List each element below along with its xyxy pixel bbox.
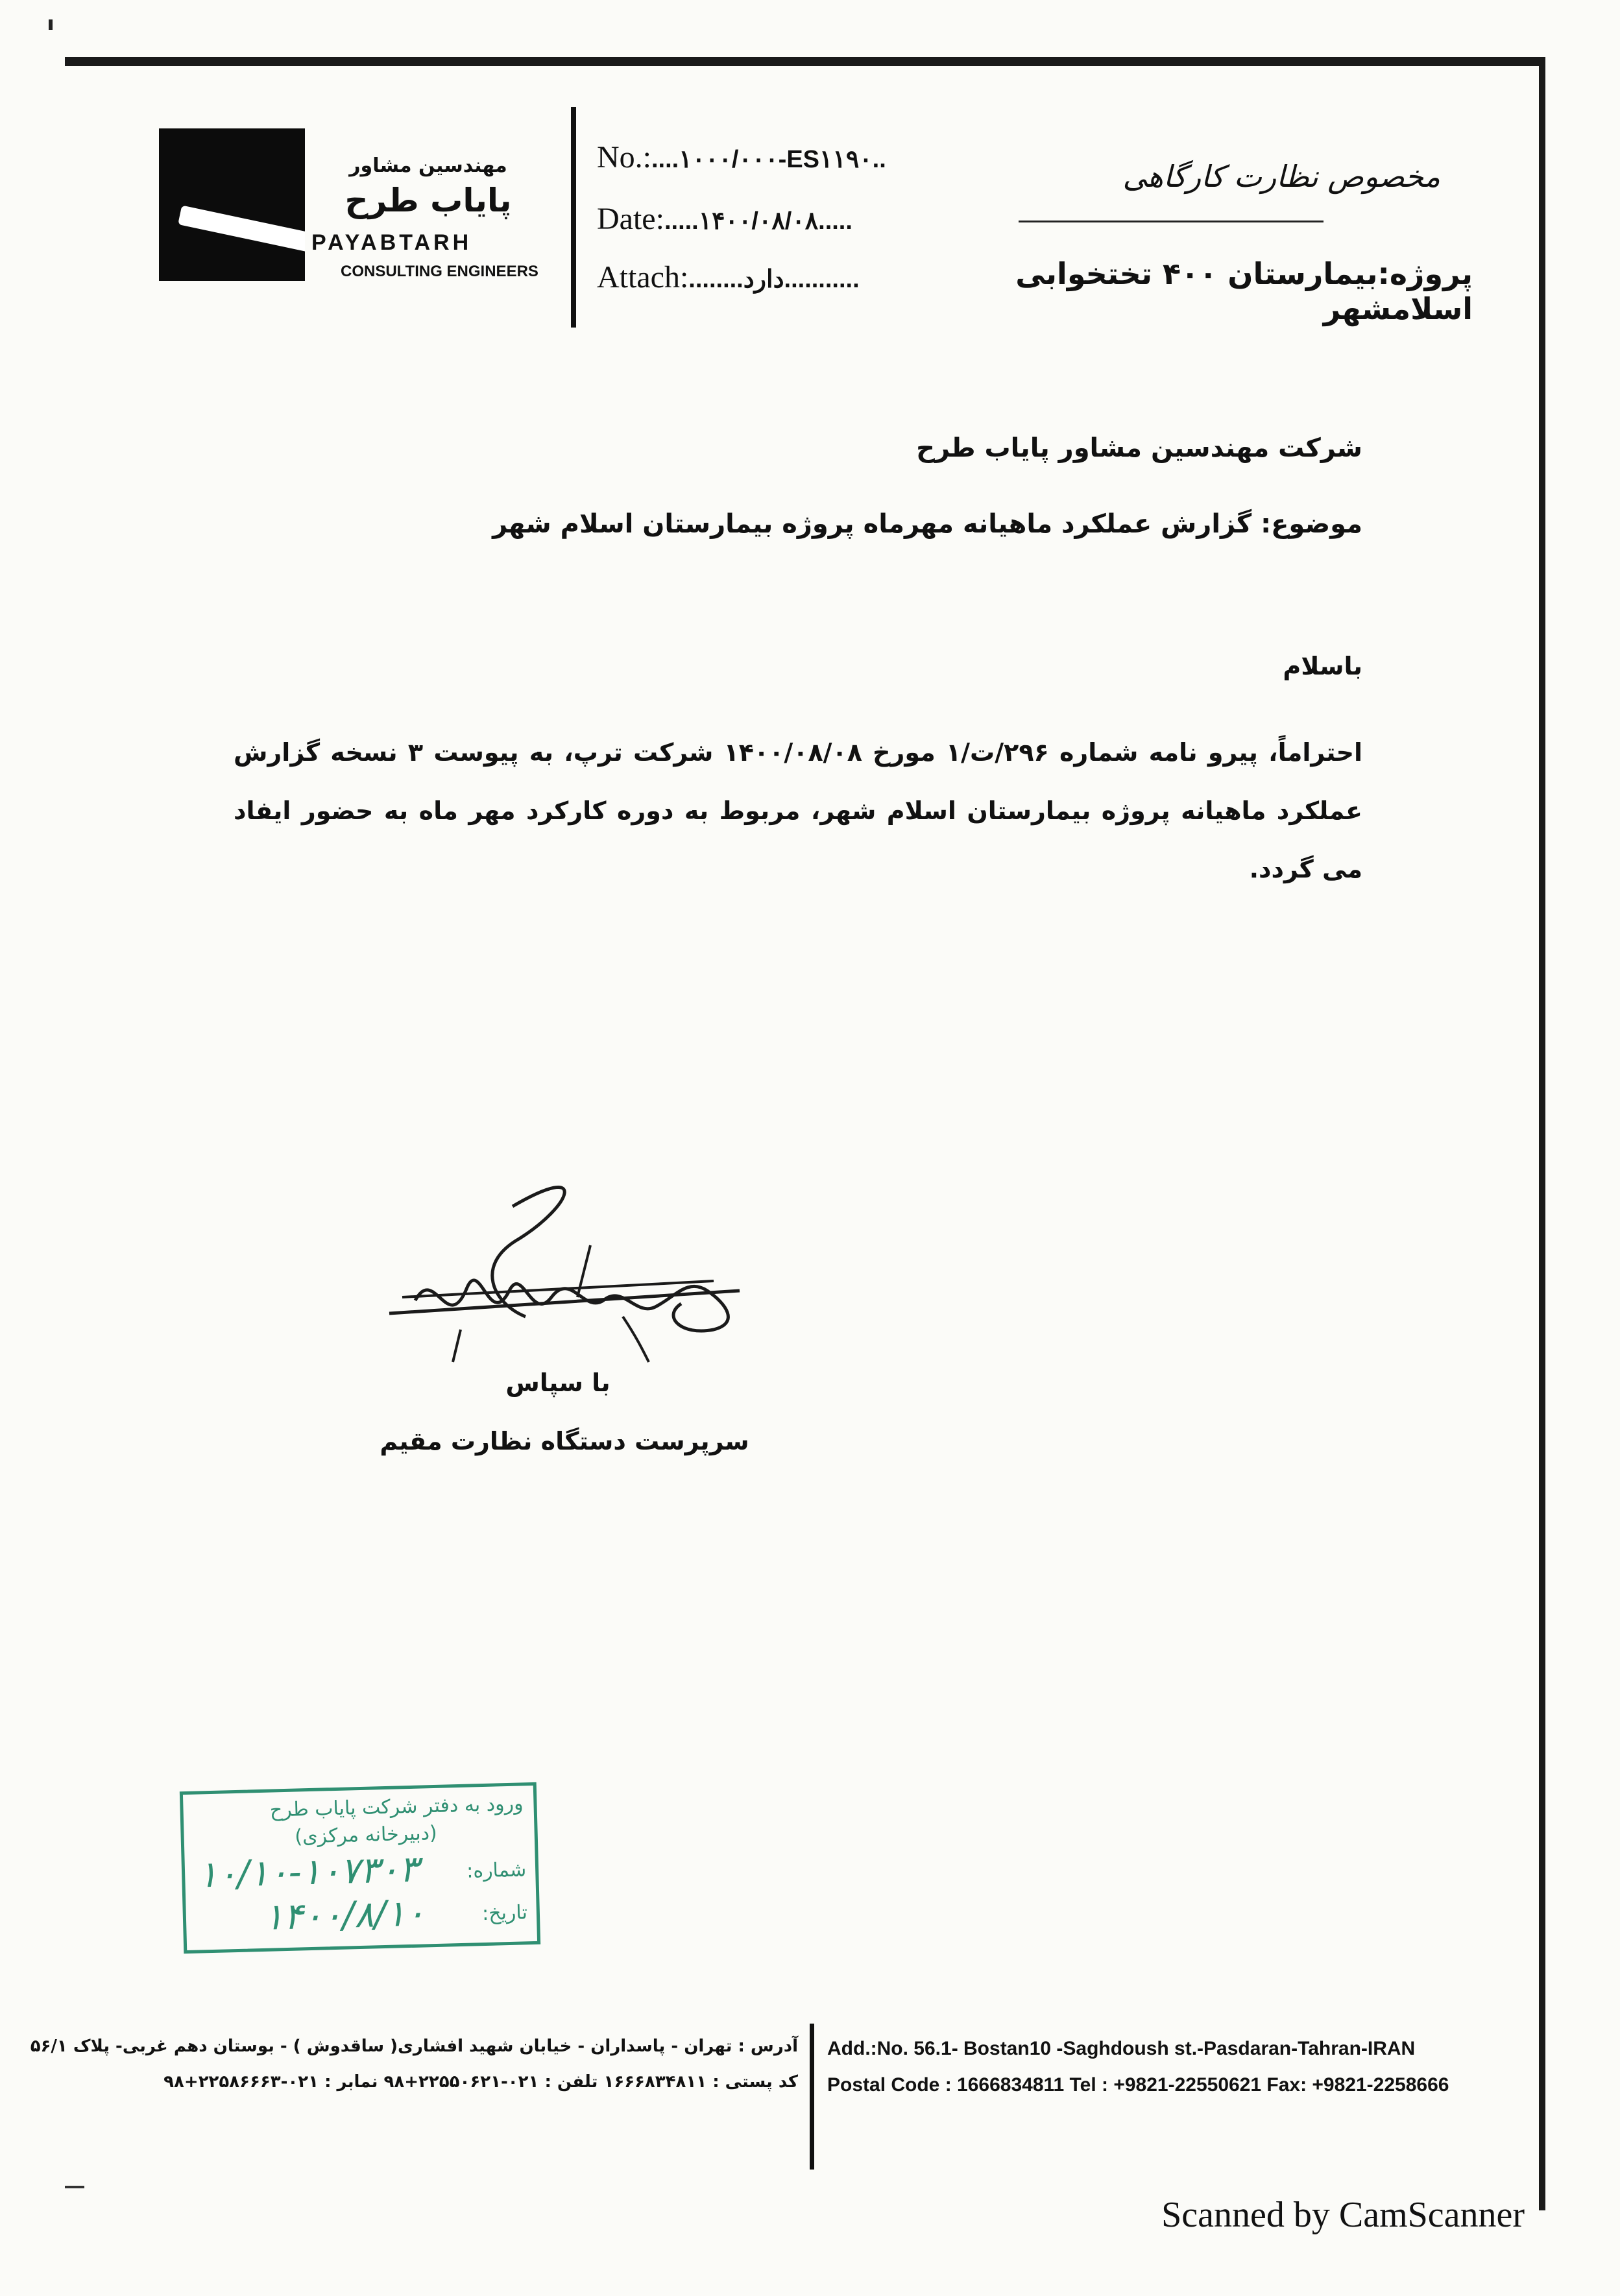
signatory-title: سرپرست دستگاه نظارت مقیم (380, 1427, 749, 1455)
special-underline (1019, 221, 1324, 222)
footer-contact-en: Postal Code : 1666834811 Tel : +9821-22550621 Fax: +9821-2258666 (827, 2074, 1449, 2096)
logo-bar-shape (178, 205, 305, 252)
stamp-date-value: ۱۴۰۰/۸/۱۰ (263, 1892, 426, 1939)
header-divider (571, 107, 576, 328)
letter-number-value: ....۱۰۰۰/۰۰۰-ES۱۱۹۰.. (651, 146, 886, 173)
letter-attach-value: ........دارد........... (688, 266, 860, 293)
company-logo (159, 128, 305, 281)
project-title: پروژه:بیمارستان ۴۰۰ تختخوابی اسلامشهر (1015, 256, 1473, 326)
recipient: شرکت مهندسین مشاور پایاب طرح (916, 433, 1362, 463)
subject-line: موضوع: گزارش عملکرد ماهیانه مهرماه پروژه بیمارستان اسلام شهر (492, 509, 1362, 539)
stamp-line2: (دبیرخانه مرکزی) (294, 1821, 438, 1848)
letter-attach (597, 259, 947, 295)
handwritten-signature (376, 1167, 766, 1388)
brand-name-en: PAYABTARH (311, 230, 472, 255)
letter-number (597, 139, 947, 175)
brand-name-fa: پایاب طرح (345, 182, 512, 219)
letter-date-value: .....۱۴۰۰/۰۸/۰۸..... (664, 208, 852, 235)
letter-date (597, 201, 947, 237)
greeting: باسلام (1283, 652, 1362, 680)
letter-number-label: No.: (597, 140, 651, 174)
special-supervision-label: مخصوص نظارت کارگاهی (1122, 159, 1440, 194)
footer-divider (810, 2024, 814, 2170)
page-frame-right (1539, 57, 1545, 2210)
footer-address-en: Add.:No. 56.1- Bostan10 -Saghdoush st.-Pasdaran-Tahran-IRAN (827, 2038, 1416, 2059)
footer-address-fa: آدرس : تهران - پاسداران - خیابان شهید افشاری( ساقدوش ) - بوستان دهم غربی- پلاک ۵۶/۱ (30, 2037, 798, 2056)
brand-small-text: مهندسین مشاور (349, 154, 507, 177)
closing-thanks: با سپاس (505, 1369, 611, 1397)
footer-contact-fa: کد پستی : ۱۶۶۶۸۳۴۸۱۱ تلفن : ۰۲۱-۲۲۵۵۰۶۲۱+۹۸ نمابر : ۰۲۱-۲۲۵۸۶۶۶۳+۹۸ (163, 2072, 798, 2092)
stamp-line1: ورود به دفتر شرکت پایاب طرح (269, 1792, 524, 1822)
stamp-number-value: ۱۰/۱۰-۱۰۷۳۰۳ (197, 1848, 419, 1896)
body-paragraph: احتراماً، پیرو نامه شماره ۲۹۶/ت/۱ مورخ ۱۴۰۰/۰۸/۰۸ شرکت ترپ، به پیوست ۳ نسخه گزارش عملکرد ماهیانه پروژه بیمارستان اسلام شهر، مربوط به دوره کارکرد مهر ماه به حضور ایفاد می گردد. (234, 738, 1362, 883)
brand-subtitle: CONSULTING ENGINEERS (341, 263, 538, 280)
stamp-date-label: تاریخ: (481, 1901, 528, 1926)
scanner-watermark: Scanned by CamScanner (1161, 2195, 1525, 2235)
stamp-number-label: شماره: (466, 1858, 527, 1883)
scan-mark-bottom (65, 2186, 84, 2188)
scan-mark (49, 19, 53, 30)
page-frame-top (65, 57, 1544, 66)
letter-attach-label: Attach: (597, 260, 689, 294)
letter-date-label: Date: (597, 202, 664, 236)
receipt-stamp (180, 1782, 540, 1954)
